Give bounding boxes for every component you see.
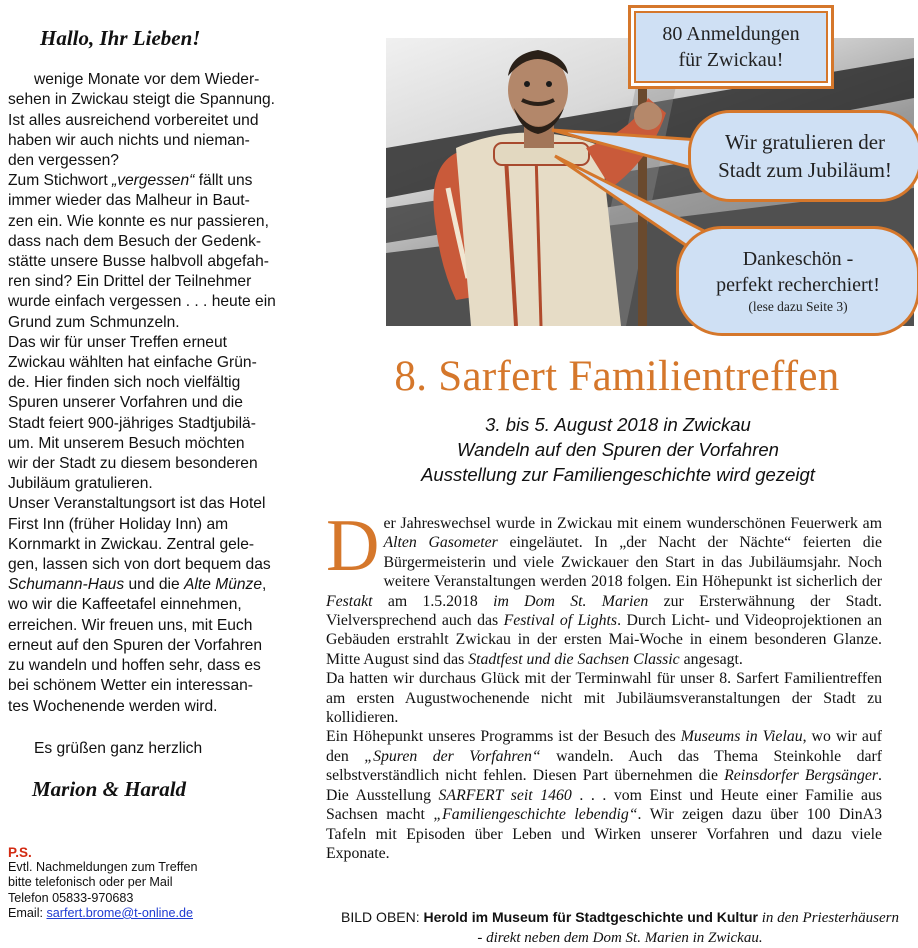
- caption-lead: BILD OBEN:: [341, 909, 424, 925]
- left-column: [8, 28, 298, 799]
- left-line: Kornmarkt in Zwickau. Zentral gele-: [8, 535, 255, 553]
- article-paragraph: [326, 505, 882, 669]
- article-text: . Die Ausstellung: [326, 767, 882, 804]
- drop-cap: D: [326, 505, 380, 587]
- left-line: wurde einfach vergessen . . . heute ein: [8, 293, 276, 311]
- ps-email-line: [8, 906, 298, 921]
- left-line: Spuren unserer Vorfahren und die: [8, 394, 243, 412]
- left-line: wir der Stadt zu diesem besonderen: [8, 455, 258, 473]
- article-text: eingeläutet. In „der Nacht der Nächte“ feierten die Bürgermeisterin und viele Zwickauer den Start in das Jubiläumsjahr. Noch weitere Veranstaltungen werden 2018 folgen. Ein Höhepunkt ist sicherlich der: [383, 534, 882, 591]
- closing-line: Es grüßen ganz herzlich: [34, 739, 203, 757]
- ps-line: Telefon 05833-970683: [8, 890, 134, 905]
- registrations-callout: [628, 5, 834, 89]
- congrats-bubble: [688, 110, 918, 202]
- left-line: tes Wochenende werden wird.: [8, 697, 218, 715]
- left-line: Grund zum Schmunzeln.: [8, 313, 180, 331]
- left-line: gen, lassen sich von dort bequem das: [8, 556, 271, 574]
- article-text: . . . vom Einst und Heute einer Familie aus Sachsen macht: [326, 786, 883, 824]
- article-text: . Durch Licht- und Videoprojektionen an Gebäuden erstrahlt Zwickau in der ersten Mai-Woche in einem besonderen Glanze. Mitte August sind das: [326, 612, 882, 668]
- article-emphasis: Alten Gasometer: [383, 534, 498, 552]
- left-line: bei schönem Wetter ein interessan-: [8, 677, 253, 695]
- bubble-note: (lese dazu Seite 3): [748, 299, 848, 314]
- left-line: [8, 575, 298, 595]
- article-emphasis: Stadtfest und die Sachsen Classic: [468, 650, 680, 668]
- subtitle-line: Wandeln auf den Spuren der Vorfahren: [457, 439, 779, 460]
- bubble-line: Wir gratulieren der: [724, 130, 886, 154]
- article-text: angesagt.: [679, 650, 743, 668]
- article-emphasis: Reinsdorfer Bergsänger: [724, 767, 879, 785]
- bubble-line: Dankeschön -: [742, 248, 854, 270]
- left-line: Ist alles ausreichend vorbereitet und: [8, 111, 259, 129]
- left-line: Jubiläum gratulieren.: [8, 475, 153, 493]
- caption-italic: in den Priesterhäusern - direkt neben dem Dom St. Marien in Zwickau.: [477, 910, 899, 946]
- article-emphasis: SARFERT seit 1460: [438, 786, 572, 804]
- left-emphasis: Alte Münze: [184, 576, 263, 594]
- callout-line: 80 Anmeldungen: [662, 23, 800, 45]
- left-line: de. Hier finden sich noch vielfältig: [8, 374, 241, 392]
- left-line: Stadt feiert 900-jähriges Stadtjubilä-: [8, 414, 256, 432]
- main-title: 8. Sarfert Familientreffen: [394, 353, 840, 400]
- ps-line: bitte telefonisch oder per Mail: [8, 875, 173, 890]
- email-label: Email:: [8, 905, 43, 920]
- email-link[interactable]: sarfert.brome@t-online.de: [46, 905, 193, 920]
- ps-line: Evtl. Nachmeldungen zum Treffen: [8, 860, 198, 875]
- article-emphasis: „Spuren der Vorfahren“: [364, 747, 541, 765]
- article-paragraph: [326, 727, 882, 863]
- left-line: dass nach dem Besuch der Gedenk-: [8, 232, 262, 250]
- left-line: immer wieder das Malheur in Baut-: [8, 192, 250, 210]
- left-line: [8, 171, 298, 191]
- photo-caption: [340, 908, 900, 948]
- left-line: haben wir auch nichts und nieman-: [8, 131, 250, 149]
- left-emphasis: Schumann-Haus: [8, 576, 125, 594]
- left-emphasis: „vergessen“: [112, 172, 195, 190]
- article-emphasis: Festival of Lights: [503, 612, 618, 630]
- article-emphasis: im Dom St. Marien: [493, 592, 649, 610]
- left-line: Unser Veranstaltungsort ist das Hotel: [8, 495, 266, 513]
- subtitle-line: 3. bis 5. August 2018 in Zwickau: [485, 414, 751, 435]
- bubble-line: Stadt zum Jubiläum!: [718, 158, 892, 182]
- article-text: am 1.5.2018: [372, 592, 494, 610]
- signature: Marion & Harald: [32, 776, 187, 801]
- left-line: zu wandeln und hoffen sehr, dass es: [8, 657, 261, 675]
- left-line: ren sind? Ein Drittel der Teilnehmer: [8, 273, 252, 291]
- left-line: Das wir für unser Treffen erneut: [8, 333, 227, 351]
- thanks-bubble: [676, 226, 918, 336]
- registrations-callout-inner: [634, 11, 828, 83]
- bubble-line: perfekt recherchiert!: [716, 274, 880, 296]
- subtitle-line: Ausstellung zur Familiengeschichte wird gezeigt: [421, 464, 815, 485]
- left-line: um. Mit unserem Besuch möchten: [8, 434, 245, 452]
- article-body: [326, 505, 883, 863]
- left-line: wenige Monate vor dem Wieder-: [34, 71, 260, 89]
- callout-line: für Zwickau!: [678, 49, 784, 71]
- ps-note: [8, 845, 298, 921]
- left-text: fällt uns: [198, 172, 253, 190]
- left-text: und die: [128, 576, 180, 594]
- left-line: wo wir die Kaffeetafel einnehmen,: [8, 596, 242, 614]
- left-line: den vergessen?: [8, 152, 119, 170]
- subtitle-block: [318, 412, 918, 487]
- article-text: , wo wir auf den: [326, 728, 883, 765]
- left-line: erreichen. Wir freuen uns, mit Euch: [8, 616, 253, 634]
- greeting-heading: Hallo, Ihr Lieben!: [40, 26, 201, 50]
- left-line: First Inn (früher Holiday Inn) am: [8, 515, 229, 533]
- left-text: Zum Stichwort: [8, 172, 108, 190]
- left-line: sehen in Zwickau steigt die Spannung.: [8, 91, 275, 109]
- article-emphasis: Festakt: [326, 592, 373, 610]
- left-line: stätte unsere Busse halbvoll abgefah-: [8, 253, 269, 271]
- article-text: er Jahreswechsel wurde in Zwickau mit einem wunderschönen Feuerwerk am: [383, 515, 882, 532]
- article-text: zur Ersterwähnung der Stadt. Vielversprechend auch das: [326, 592, 882, 630]
- article-text: Ein Höhepunkt unseres Programms ist der Besuch des: [326, 728, 681, 746]
- left-text: ,: [262, 576, 267, 594]
- article-text: wandeln. Auch das Thema Steinkohle darf selbstverständlich nicht fehlen. Diesen Part übernehmen die: [326, 747, 883, 785]
- article-emphasis: „Familiengeschichte lebendig“: [433, 806, 638, 824]
- left-line: erneut auf den Spuren der Vorfahren: [8, 636, 263, 654]
- left-line: Zwickau wählten hat einfache Grün-: [8, 354, 257, 372]
- article-text: . Wir zeigen dazu über 100 DinA3 Tafeln mit Episoden über Leben und Wirken unserer Vorfahren und dazu viele Exponate.: [326, 806, 882, 862]
- article-emphasis: Museums in Vielau: [680, 728, 803, 746]
- caption-bold: Herold im Museum für Stadtgeschichte und Kultur: [423, 909, 758, 925]
- article-paragraph: Da hatten wir durchaus Glück mit der Terminwahl für unser 8. Sarfert Familientreffen am ersten Augustwochenende nicht mit Jubiläumsveranstaltungen der Stadt zu kollidieren.: [326, 670, 882, 727]
- ps-title: P.S.: [8, 845, 32, 860]
- left-line: zen ein. Wie konnte es nur passieren,: [8, 212, 269, 230]
